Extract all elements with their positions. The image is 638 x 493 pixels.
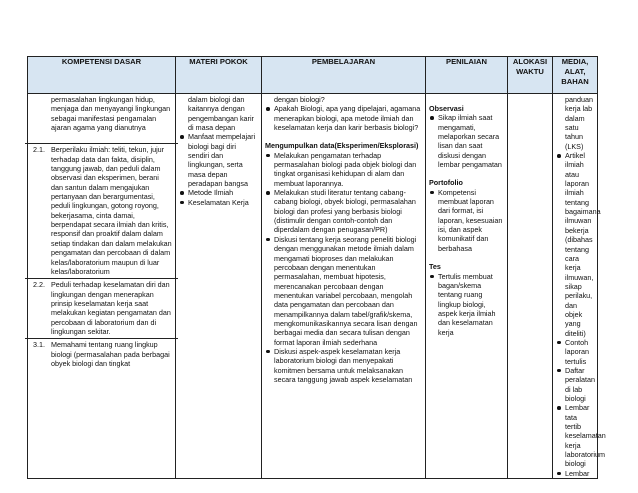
materi-item: Manfaat mempelajari biologi bagi diri sendiri dan lingkungan, serta masa depan peradapan bangsa (179, 132, 258, 188)
media-cell (553, 94, 606, 479)
kd-number: 3.1. (33, 340, 45, 350)
kd-item (31, 145, 172, 276)
kd-text: Berperilaku ilmiah: teliti, tekun, jujur terhadap data dan fakta, disiplin, tanggung jawab, dan peduli dalam observasi dan eksperimen, berani dan santun dalam mengajukan pertanyaan dan berargumentasi, peduli lingkungan, gotong royong, bekerjasama, cinta damai, berpendapat secara ilmiah dan kritis, responsif dan proaktif dalam dalam setiap tindakan dan dalam melakukan pengamatan dan percobaan di dalam kelas/laboratorium maupun di luar kelas/laboratorium (51, 145, 172, 276)
header-alokasi-waktu: ALOKASI WAKTU (508, 57, 553, 94)
tes-item: Tertulis membuat bagan/skema tentang ruang lingkup biologi, aspek kerja ilmiah dan keselamatan kerja (429, 272, 504, 337)
pembelajaran-continued: dengan biologi? (274, 95, 325, 104)
kd-number: 2.1. (33, 145, 45, 155)
pembelajaran-activity: Diskusi aspek-aspek keselamatan kerja laboratorium biologi dan menyepakati komitmen bersama untuk melaksanakan secara tanggung jawab aspek keselamatan (265, 347, 422, 384)
kd-item (31, 340, 172, 368)
pembelajaran-question-list (265, 104, 422, 132)
rpp-sheet (27, 56, 606, 478)
header-materi-pokok: MATERI POKOK (176, 57, 262, 94)
materi-item: Keselamatan Kerja (179, 198, 258, 207)
media-item: Lembar tata tertib keselamatan kerja laboratorium biologi (556, 403, 594, 468)
portofolio-list (429, 188, 504, 253)
materi-cell (176, 94, 262, 479)
penilaian-cell (426, 94, 508, 479)
pembelajaran-heading: Mengumpulkan data(Eksperimen/Eksplorasi) (265, 141, 419, 151)
media-item: Lembar (556, 469, 594, 478)
header-kompetensi-dasar: KOMPETENSI DASAR (28, 57, 176, 94)
lesson-plan-table (27, 56, 606, 479)
alokasi-cell (508, 94, 553, 479)
header-penilaian: PENILAIAN (426, 57, 508, 94)
media-item: Artikel ilmiah atau laporan ilmiah tentang bagaimana ilmuwan bekerja (dibahas tentang cara kerja ilmuwan, sikap perilaku, dan objek yang diteliti) (556, 151, 594, 338)
observasi-list (429, 113, 504, 169)
observasi-item: Sikap ilmiah saat mengamati, melaporkan secara lisan dan saat diskusi dengan lembar pengamatan (429, 113, 504, 169)
media-continued: panduan kerja lab dalam satu tahun (LKS) (565, 95, 593, 151)
alokasi-value (508, 94, 552, 95)
tes-title: Tes (429, 262, 441, 272)
tes-list (429, 272, 504, 337)
kd-item (31, 280, 172, 336)
pembelajaran-activity-list (265, 151, 422, 385)
observasi-title: Observasi (429, 104, 464, 113)
materi-list (179, 132, 258, 207)
content-row (28, 94, 598, 479)
portofolio-item: Kompetensi membuat laporan dari format, isi laporan, kesesuaian isi, dan aspek komunikatif dan berbahasa (429, 188, 504, 253)
media-list (556, 151, 606, 478)
kompetensi-cell (28, 94, 176, 479)
header-media: MEDIA, ALAT, BAHAN (553, 57, 598, 94)
pembelajaran-question: Apakah Biologi, apa yang dipelajari, agamana menerapkan biologi, apa metode ilmiah dan keselamatan kerja dan karir berbasis biologi? (265, 104, 422, 132)
kd-text: Memahami tentang ruang lingkup biologi (permasalahan pada berbagai obyek biologi dan tingkat (51, 340, 170, 368)
kd-continued: permasalahan lingkungan hidup, menjaga dan menyayangi lingkungan sebagai manifestasi pengamalan ajaran agama yang dianutnya (51, 95, 171, 133)
kd-text: Peduli terhadap keselamatan diri dan lingkungan dengan menerapkan prinsip keselamatan kerja saat melakukan kegiatan pengamatan dan percobaan di laboratorium dan di lingkungan sekitar. (51, 280, 171, 336)
pembelajaran-activity: Diskusi tentang kerja seorang peneliti biologi dengan menggunakan metode ilmiah dalam mengamati bioproses dan melakukan percobaan dengan menentukan permasalahan, membuat hipotesis, merencanakan percobaan dengan menentukan variabel percobaan, mengolah data pengamatan dan percobaan dan menampilkannya dalam tabel/grafik/skema, mengkomunikasikannya secara lisan dengan berbagai media dan secara tulisan dengan format laporan ilmiah sederhana (265, 235, 422, 347)
pembelajaran-activity: Melakukan studi literatur tentang cabang-cabang biologi, obyek biologi, permasalahan biologi dan profesi yang berbasis biologi (distimulir dengan contoh-contoh dan diperdalam dengan penugasan/PR) (265, 188, 422, 235)
media-item: Contoh laporan tertulis (556, 338, 594, 366)
header-pembelajaran: PEMBELAJARAN (262, 57, 426, 94)
pembelajaran-cell (262, 94, 426, 479)
kd-number: 2.2. (33, 280, 45, 290)
pembelajaran-activity: Melakukan pengamatan terhadap permasalahan biologi pada objek biologi dan tingkat organisasi kehidupan di alam dan membuat laporannya. (265, 151, 422, 188)
materi-continued: dalam biologi dan kaitannya dengan pengembangan karir di masa depan (188, 95, 254, 133)
media-item: Daftar peralatan di lab biologi (556, 366, 594, 403)
materi-item: Metode Ilmiah (179, 188, 258, 197)
header-row (28, 57, 598, 94)
portofolio-title: Portofolio (429, 178, 463, 188)
